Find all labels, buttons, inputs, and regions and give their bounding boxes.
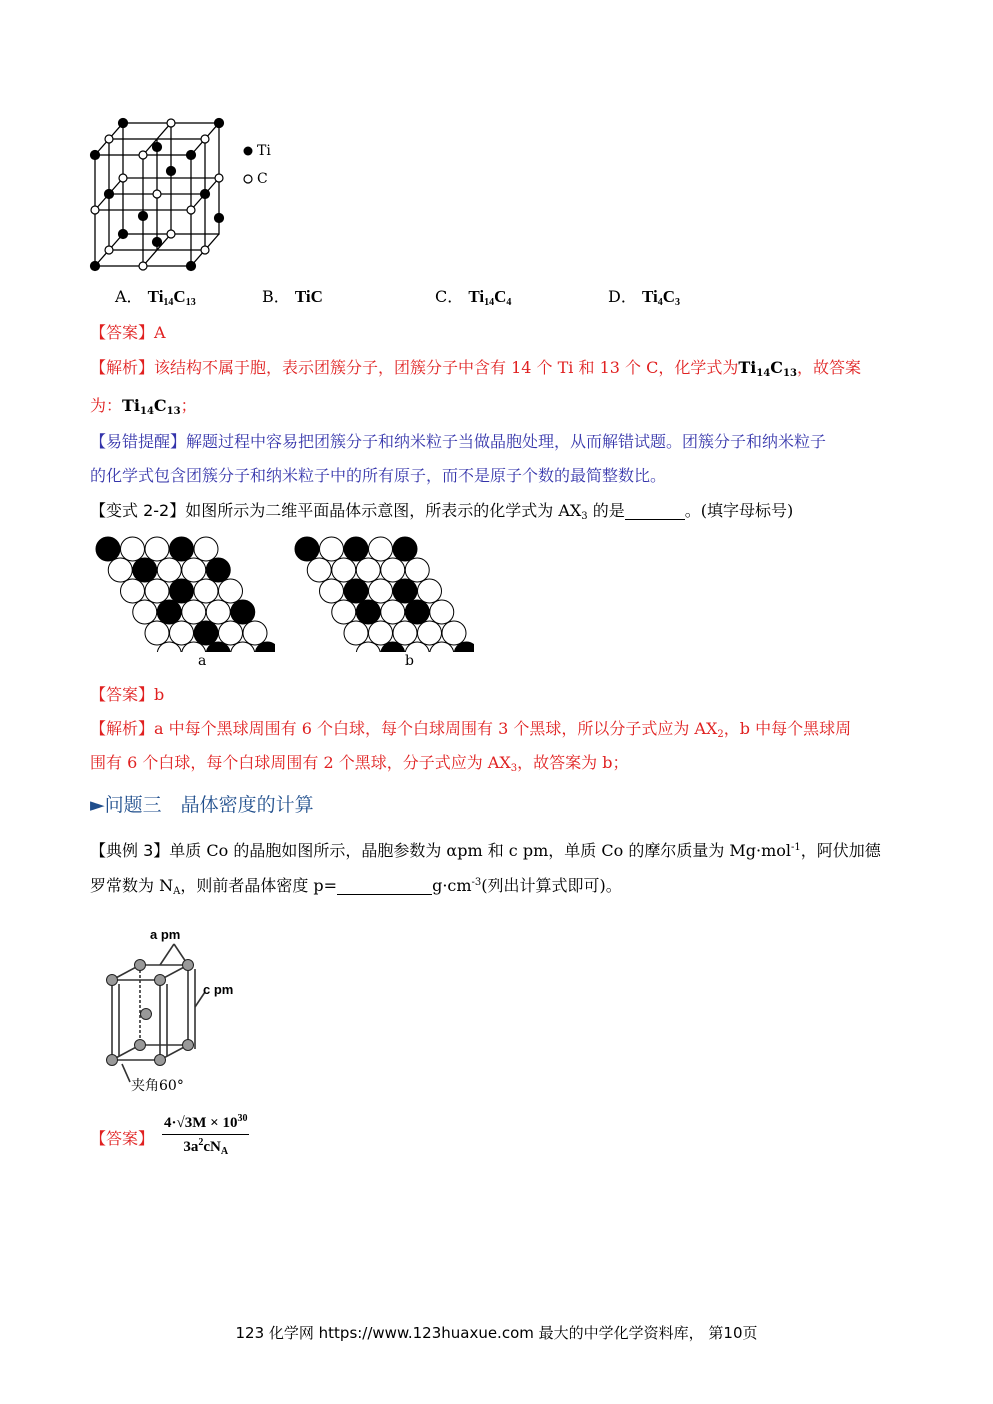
black-atom xyxy=(133,558,157,582)
white-atom xyxy=(243,621,267,645)
lattice-figure-b xyxy=(294,536,474,652)
black-atom xyxy=(356,600,380,624)
fig-angle-label: 夹角60° xyxy=(131,1078,184,1094)
white-atom xyxy=(442,621,466,645)
white-atom xyxy=(369,579,393,603)
white-atom xyxy=(332,600,356,624)
ti-c-cluster-figure xyxy=(85,112,285,277)
lattice-label-a: a xyxy=(198,653,207,669)
black-atom xyxy=(393,579,417,603)
co-unit-cell-figure xyxy=(100,922,250,1097)
white-atom xyxy=(219,621,243,645)
white-atom xyxy=(145,621,169,645)
white-atom xyxy=(170,621,194,645)
white-atom xyxy=(219,579,243,603)
black-atom xyxy=(344,537,368,561)
option-b: B． TiC xyxy=(262,287,323,306)
white-atom xyxy=(381,600,405,624)
white-atom xyxy=(430,600,454,624)
white-atom xyxy=(320,537,344,561)
white-atom xyxy=(418,621,442,645)
white-atom xyxy=(369,621,393,645)
q1-answer: 【答案】A xyxy=(90,323,166,342)
black-atom xyxy=(405,600,429,624)
white-atom xyxy=(121,579,145,603)
legend-ti-dot xyxy=(242,145,254,157)
black-atom xyxy=(157,600,181,624)
q3-answer-tag: 【答案】 xyxy=(90,1129,155,1148)
black-atom xyxy=(295,537,319,561)
q2-analysis-line2: 围有 6 个白球，每个白球周围有 2 个黑球，分子式应为 $AX_3$，故答案为 b； xyxy=(90,753,629,774)
legend-c-dot xyxy=(242,173,254,185)
black-atom xyxy=(96,537,120,561)
white-atom xyxy=(356,558,380,582)
option-a: A． $Ti_{14}C_{13}$ xyxy=(115,287,196,308)
q2-answer: 【答案】b xyxy=(90,685,165,704)
white-atom xyxy=(206,600,230,624)
lattice-label-b: b xyxy=(405,653,414,669)
white-atom xyxy=(369,537,393,561)
q1-tip-line2: 的化学式包含团簇分子和纳米粒子中的所有原子，而不是原子个数的最简整数比。 xyxy=(90,466,667,485)
white-atom xyxy=(133,600,157,624)
black-atom xyxy=(344,579,368,603)
black-atom xyxy=(206,558,230,582)
white-atom xyxy=(418,579,442,603)
white-atom xyxy=(332,558,356,582)
q3-question-line1: 【典例 3】单质 Co 的晶胞如图所示，晶胞参数为 αpm 和 c pm，单质 Co 的摩尔质量为 Mg·mol$^{-1}$，阿伏加德 xyxy=(90,841,881,860)
page-footer: 123 化学网 https://www.123huaxue.com 最大的中学化学资料库， 第10页 xyxy=(235,1324,758,1342)
q2-question: 【变式 2-2】如图所示为二维平面晶体示意图，所表示的化学式为 $AX_3$ 的是 。(填字母标号) xyxy=(90,501,794,522)
section-heading: ►问题三 晶体密度的计算 xyxy=(90,794,314,816)
white-atom xyxy=(344,621,368,645)
legend-ti-label: Ti xyxy=(257,143,271,159)
black-atom xyxy=(194,621,218,645)
white-atom xyxy=(320,579,344,603)
white-atom xyxy=(157,558,181,582)
black-atom xyxy=(231,600,255,624)
q1-analysis-line1: 【解析】该结构不属于胞，表示团簇分子，团簇分子中含有 14 个 Ti 和 13 个 C，化学式为$Ti_{14}C_{13}$，故答案 xyxy=(90,358,861,379)
lattice-figure-a xyxy=(95,536,275,652)
white-atom xyxy=(393,621,417,645)
q2-analysis-line1: 【解析】a 中每个黑球周围有 6 个白球，每个白球周围有 3 个黑球，所以分子式应为 $AX_2$，b 中每个黑球周 xyxy=(90,719,852,740)
fig-a-pm-label: a pm xyxy=(150,927,181,942)
white-atom xyxy=(121,537,145,561)
q3-answer-fraction: $4\cdot√3M \times 10^{30}$ $3a^2cN_A$ xyxy=(164,1113,248,1157)
white-atom xyxy=(108,558,132,582)
q1-tip-line1: 【易错提醒】解题过程中容易把团簇分子和纳米粒子当做晶胞处理，从而解错试题。团簇分子和纳米粒子 xyxy=(90,432,827,451)
white-atom xyxy=(182,558,206,582)
fig-c-pm-label: c pm xyxy=(203,982,234,997)
white-atom xyxy=(145,579,169,603)
black-atom xyxy=(393,537,417,561)
white-atom xyxy=(194,537,218,561)
white-atom xyxy=(405,558,429,582)
q3-question-line2: 罗常数为 $N_A$，则前者晶体密度 $p= g\cdot cm^{-3}$(列出计算式即可)。 xyxy=(90,876,622,897)
option-c: C． $Ti_{14}C_4$ xyxy=(435,287,512,308)
legend-c-label: C xyxy=(257,171,268,187)
white-atom xyxy=(307,558,331,582)
white-atom xyxy=(194,579,218,603)
white-atom xyxy=(182,600,206,624)
white-atom xyxy=(381,558,405,582)
black-atom xyxy=(170,579,194,603)
option-d: D． $Ti_4C_3$ xyxy=(608,287,680,308)
white-atom xyxy=(145,537,169,561)
black-atom xyxy=(170,537,194,561)
q1-analysis-line2: 为：$Ti_{14}C_{13}$； xyxy=(90,396,197,417)
